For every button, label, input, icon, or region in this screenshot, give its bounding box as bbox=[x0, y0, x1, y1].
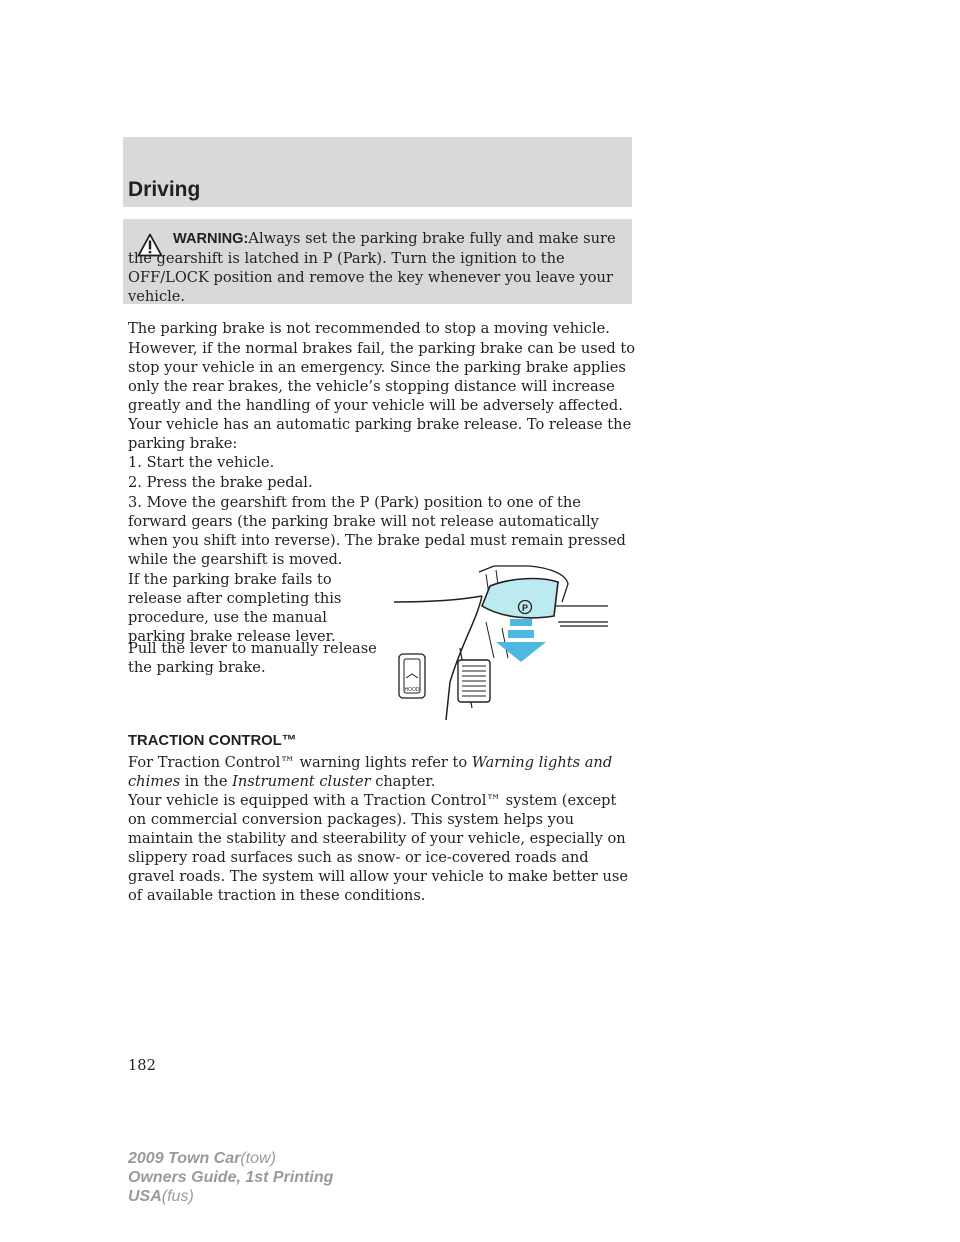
paragraph-pull-lever: Pull the lever to manually release the parking brake. bbox=[128, 640, 377, 676]
section-title: Driving bbox=[128, 178, 201, 201]
lever-symbol: P bbox=[521, 603, 529, 613]
parking-brake-release-illustration bbox=[390, 562, 612, 722]
footer-line-1 bbox=[128, 1149, 333, 1168]
warning-body: Always set the parking brake fully and make sure the gearshift is latched in P (Park). Turn the ignition to the OFF/LOCK position and remove the key whenever you leave your vehicle. bbox=[128, 230, 616, 305]
warning-label: WARNING: bbox=[173, 231, 249, 247]
footer-guide: Owners Guide, 1st Printing bbox=[128, 1169, 334, 1186]
page-number: 182 bbox=[128, 1057, 156, 1074]
footer-model-code: (tow) bbox=[240, 1150, 276, 1167]
paragraph-auto-release: Your vehicle has an automatic parking brake release. To release the parking brake: bbox=[128, 416, 632, 452]
paragraph-not-recommended: The parking brake is not recommended to stop a moving vehicle. bbox=[128, 320, 610, 337]
step-1: 1. Start the vehicle. bbox=[128, 454, 275, 471]
warning-text bbox=[128, 229, 628, 306]
footer-model: 2009 Town Car bbox=[128, 1150, 241, 1167]
reference-instrument-cluster: Instrument cluster bbox=[232, 773, 371, 790]
footer-market: USA bbox=[128, 1188, 162, 1205]
footer-line-2 bbox=[128, 1168, 333, 1187]
footer-market-code: (fus) bbox=[161, 1188, 194, 1205]
reference-mid: in the bbox=[180, 773, 233, 790]
traction-control-heading: TRACTION CONTROL™ bbox=[128, 733, 297, 749]
footer-line-3 bbox=[128, 1187, 333, 1206]
traction-reference-paragraph bbox=[128, 753, 638, 791]
print-footer bbox=[128, 1149, 333, 1206]
paragraph-manual-lever: If the parking brake fails to release after completing this procedure, use the manual parking brake release lever. bbox=[128, 571, 342, 645]
reference-warning-lights: Warning lights and chimes bbox=[128, 754, 613, 790]
hood-label: HOOD bbox=[404, 687, 420, 693]
reference-suffix: chapter. bbox=[370, 773, 436, 790]
step-2: 2. Press the brake pedal. bbox=[128, 474, 313, 491]
traction-description: Your vehicle is equipped with a Traction Control™ system (except on commercial conversion packages). This system helps you maintain the stability and steerability of your vehicle, especially on slippery road surfaces such as snow- or ice-covered roads and gravel roads. The system will allow your vehicle to make better use of available traction in these conditions. bbox=[128, 792, 629, 904]
step-3: 3. Move the gearshift from the P (Park) position to one of the forward gears (the parking brake will not release automatically when you shift into reverse). The brake pedal must remain pressed while the gearshift is moved. bbox=[128, 494, 626, 568]
reference-prefix: For Traction Control™ warning lights refer to bbox=[128, 754, 472, 771]
paragraph-emergency: However, if the normal brakes fail, the parking brake can be used to stop your vehicle in an emergency. Since the parking brake applies only the rear brakes, the vehicle’s stopping distance will increase greatly and the handling of your vehicle will be adversely affected. bbox=[128, 340, 636, 414]
